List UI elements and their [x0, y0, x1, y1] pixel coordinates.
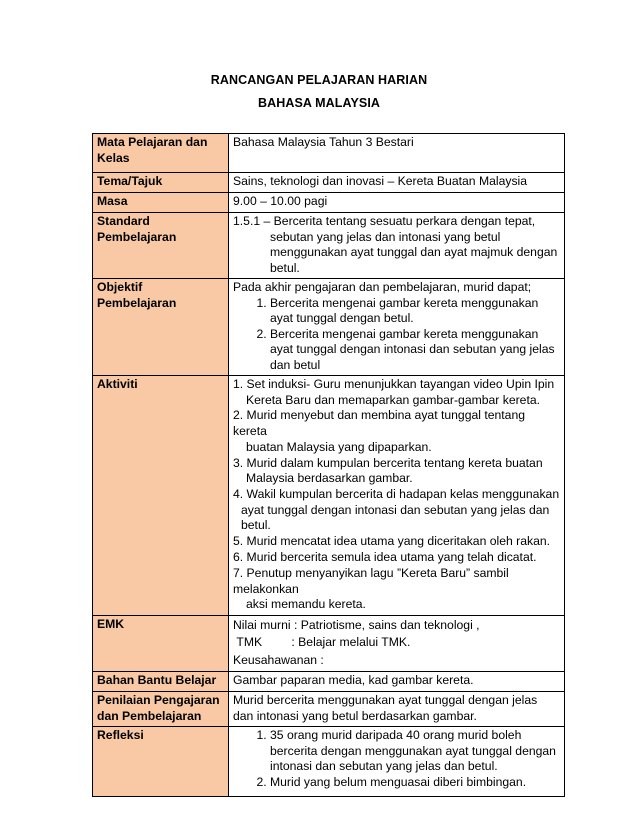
label-standard: Standard Pembelajaran [93, 213, 229, 279]
list-item: 2. Bercerita mengenai gambar kereta menggunakan ayat tunggal dengan intonasi dan sebutan yang jelas dan betul [270, 327, 560, 374]
row-penilaian [93, 692, 565, 727]
list-item: 2. Murid menyebut dan membina ayat tunggal tentang kereta buatan Malaysia yang dipaparkan. [233, 408, 526, 454]
emk-line-1: Nilai murni : Patriotisme, sains dan teknologi , [233, 617, 480, 632]
row-objektif [93, 279, 565, 376]
refleksi-list [233, 728, 560, 790]
label-bahan: Bahan Bantu Belajar [93, 672, 229, 692]
row-standard [93, 213, 565, 279]
standard-line-2: sebutan yang jelas dan intonasi yang betul menggunakan ayat tunggal dan ayat majmuk dengan betul. [270, 229, 558, 275]
list-item: 7. Penutup menyanyikan lagu ”Kereta Baru” sambil melakonkan aksi memandu kereta. [233, 565, 509, 612]
label-mata-pelajaran: Mata Pelajaran dan Kelas [93, 134, 229, 173]
row-emk [93, 615, 565, 672]
row-tema [93, 173, 565, 193]
list-item: 6. Murid bercerita semula idea utama yang telah dicatat. [233, 550, 537, 565]
objektif-intro: Pada akhir pengajaran dan pembelajaran, murid dapat; [233, 280, 532, 294]
list-item: 3. Murid dalam kumpulan bercerita tentang kereta buatan Malaysia berdasarkan gambar. [233, 455, 543, 486]
label-penilaian: Penilaian Pengajaran dan Pembelajaran [93, 692, 229, 727]
emk-tmk-value: : Belajar melalui TMK. [291, 635, 411, 650]
value-aktiviti [229, 376, 565, 616]
lesson-plan-table [92, 133, 565, 797]
label-aktiviti: Aktiviti [93, 376, 229, 616]
row-refleksi [93, 727, 565, 797]
row-aktiviti [93, 376, 565, 616]
emk-line-2 [233, 634, 560, 650]
emk-tmk-key: TMK [236, 635, 263, 650]
value-tema: Sains, teknologi dan inovasi – Kereta Buatan Malaysia [229, 173, 565, 193]
document-title: RANCANGAN PELAJARAN HARIAN [210, 73, 428, 87]
list-item: 4. Wakil kumpulan bercerita di hadapan kelas menggunakan ayat tunggal dengan intonasi dan sebutan yang jelas dan betul. [233, 487, 560, 533]
label-emk: EMK [93, 615, 229, 672]
list-item: 1. Bercerita mengenai gambar kereta menggunakan ayat tunggal dengan betul. [270, 296, 560, 327]
list-item: 1. Set induksi- Guru menunjukkan tayangan video Upin Ipin Kereta Baru dan memaparkan gambar-gambar kereta. [233, 377, 555, 407]
value-bahan: Gambar paparan media, kad gambar kereta. [229, 672, 565, 692]
standard-line-1: 1.5.1 – Bercerita tentang sesuatu perkara dengan tepat, [233, 214, 536, 228]
label-tema: Tema/Tajuk [93, 173, 229, 193]
list-item: 5. Murid mencatat idea utama yang diceritakan oleh rakan. [233, 534, 551, 549]
value-standard [229, 213, 565, 279]
emk-line-3: Keusahawanan : [233, 652, 324, 667]
aktiviti-list [233, 377, 560, 613]
value-penilaian: Murid bercerita menggunakan ayat tunggal dengan jelas dan intonasi yang betul berdasarkan gambar. [229, 692, 565, 727]
value-objektif [229, 279, 565, 376]
label-refleksi: Refleksi [93, 727, 229, 797]
value-masa: 9.00 – 10.00 pagi [229, 193, 565, 213]
value-emk [229, 615, 565, 672]
value-refleksi [229, 727, 565, 797]
row-masa [93, 193, 565, 213]
row-bahan [93, 672, 565, 692]
document-subtitle: BAHASA MALAYSIA [257, 96, 381, 110]
label-masa: Masa [93, 193, 229, 213]
list-item: 1. 35 orang murid daripada 40 orang murid boleh bercerita dengan menggunakan ayat tunggal dengan intonasi dan sebutan yang jelas dan betul. [270, 728, 560, 775]
label-objektif: Objektif Pembelajaran [93, 279, 229, 376]
value-mata-pelajaran: Bahasa Malaysia Tahun 3 Bestari [229, 134, 565, 173]
row-mata-pelajaran [93, 134, 565, 173]
objektif-list [233, 296, 560, 374]
list-item: 2. Murid yang belum menguasai diberi bimbingan. [270, 775, 560, 791]
